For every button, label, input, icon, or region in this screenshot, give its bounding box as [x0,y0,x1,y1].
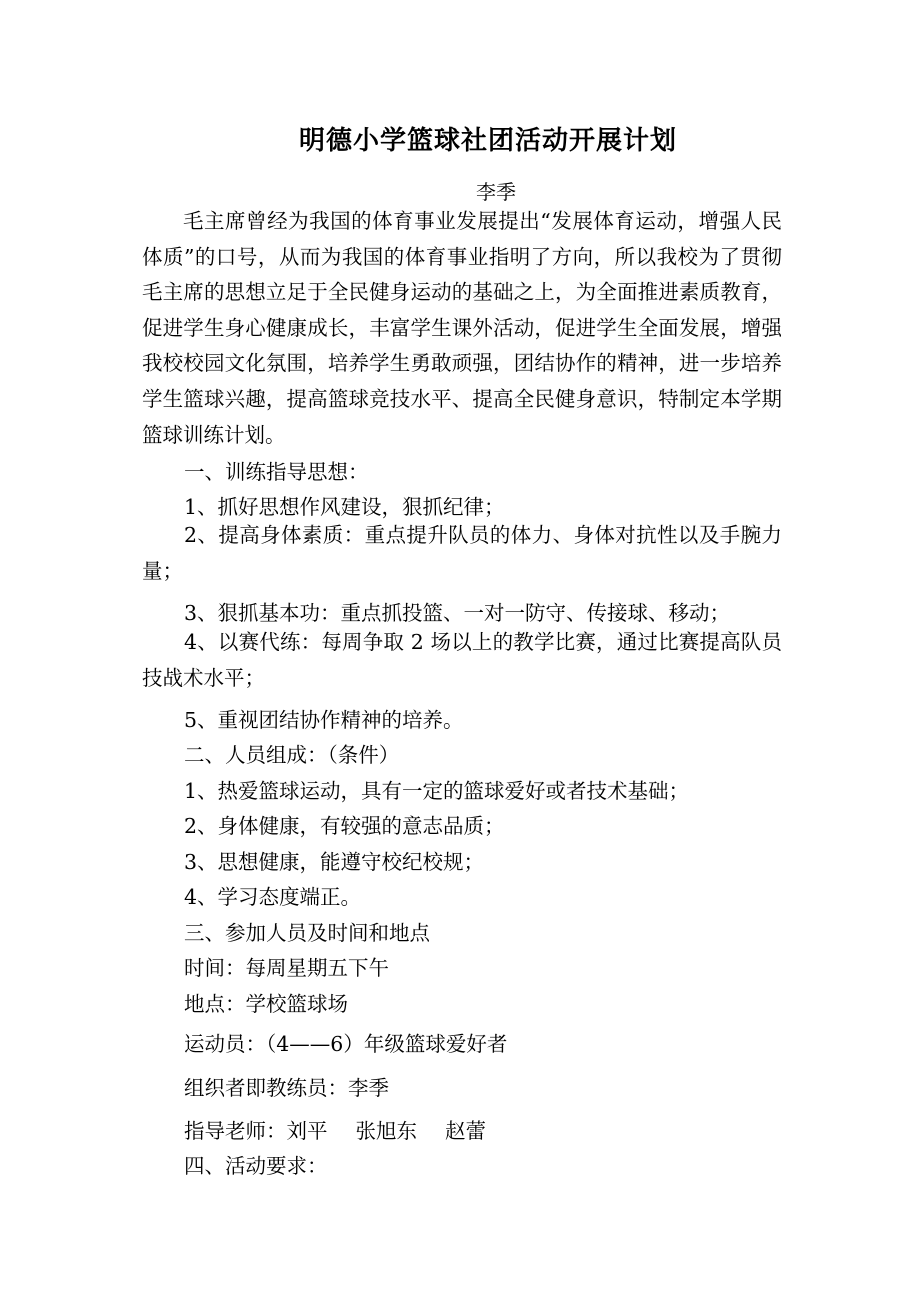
section-3-time: 时间：每周星期五下午 [184,956,389,980]
section-1-item-4: 4、以赛代练：每周争取 2 场以上的教学比赛，通过比赛提高队员技战术水平； [142,630,782,690]
section-2-item-2: 2、身体健康，有较强的意志品质； [184,814,505,838]
advisor-2: 张旭东 [355,1119,417,1143]
section-1-heading: 一、训练指导思想： [184,460,369,484]
section-2-heading: 二、人员组成：（条件） [184,743,400,767]
section-4-heading: 四、活动要求： [184,1154,328,1178]
section-2-item-3: 3、思想健康，能遵守校纪校规； [184,850,485,874]
author-name: 李季 [476,180,516,204]
advisor-1: 指导老师：刘平 [184,1119,328,1143]
document-title: 明德小学篮球社团活动开展计划 [298,126,677,156]
section-2-item-1: 1、热爱篮球运动，具有一定的篮球爱好或者技术基础； [184,779,690,803]
section-3-place: 地点：学校篮球场 [184,992,348,1016]
intro-paragraph: 毛主席曾经为我国的体育事业发展提出“发展体育运动，增强人民体质”的口号，从而为我国的体育事业指明了方向，所以我校为了贯彻毛主席的思想立足于全民健身运动的基础之上，为全面推进素质教育，促进学生身心健康成长，丰富学生课外活动，促进学生全面发展，增强我校校园文化氛围，培养学生勇敢顽强，团结协作的精神，进一步培养学生篮球兴趣，提高篮球竞技水平、提高全民健身意识，特制定本学期篮球训练计划。 [142,209,782,447]
advisor-3: 赵蕾 [445,1119,486,1143]
section-3-organizer: 组织者即教练员：李季 [184,1076,389,1100]
section-1-item-5: 5、重视团结协作精神的培养。 [184,708,464,732]
section-3-heading: 三、参加人员及时间和地点 [184,921,430,945]
section-2-item-4: 4、学习态度端正。 [184,885,362,909]
section-3-advisors [184,1114,486,1144]
section-1-item-2: 2、提高身体素质：重点提升队员的体力、身体对抗性以及手腕力量； [142,523,782,583]
section-1-item-3: 3、狠抓基本功：重点抓投篮、一对一防守、传接球、移动； [184,601,731,625]
section-3-athletes: 运动员：（4——6）年级篮球爱好者 [184,1032,508,1056]
section-1-item-1: 1、抓好思想作风建设，狠抓纪律； [184,495,505,519]
